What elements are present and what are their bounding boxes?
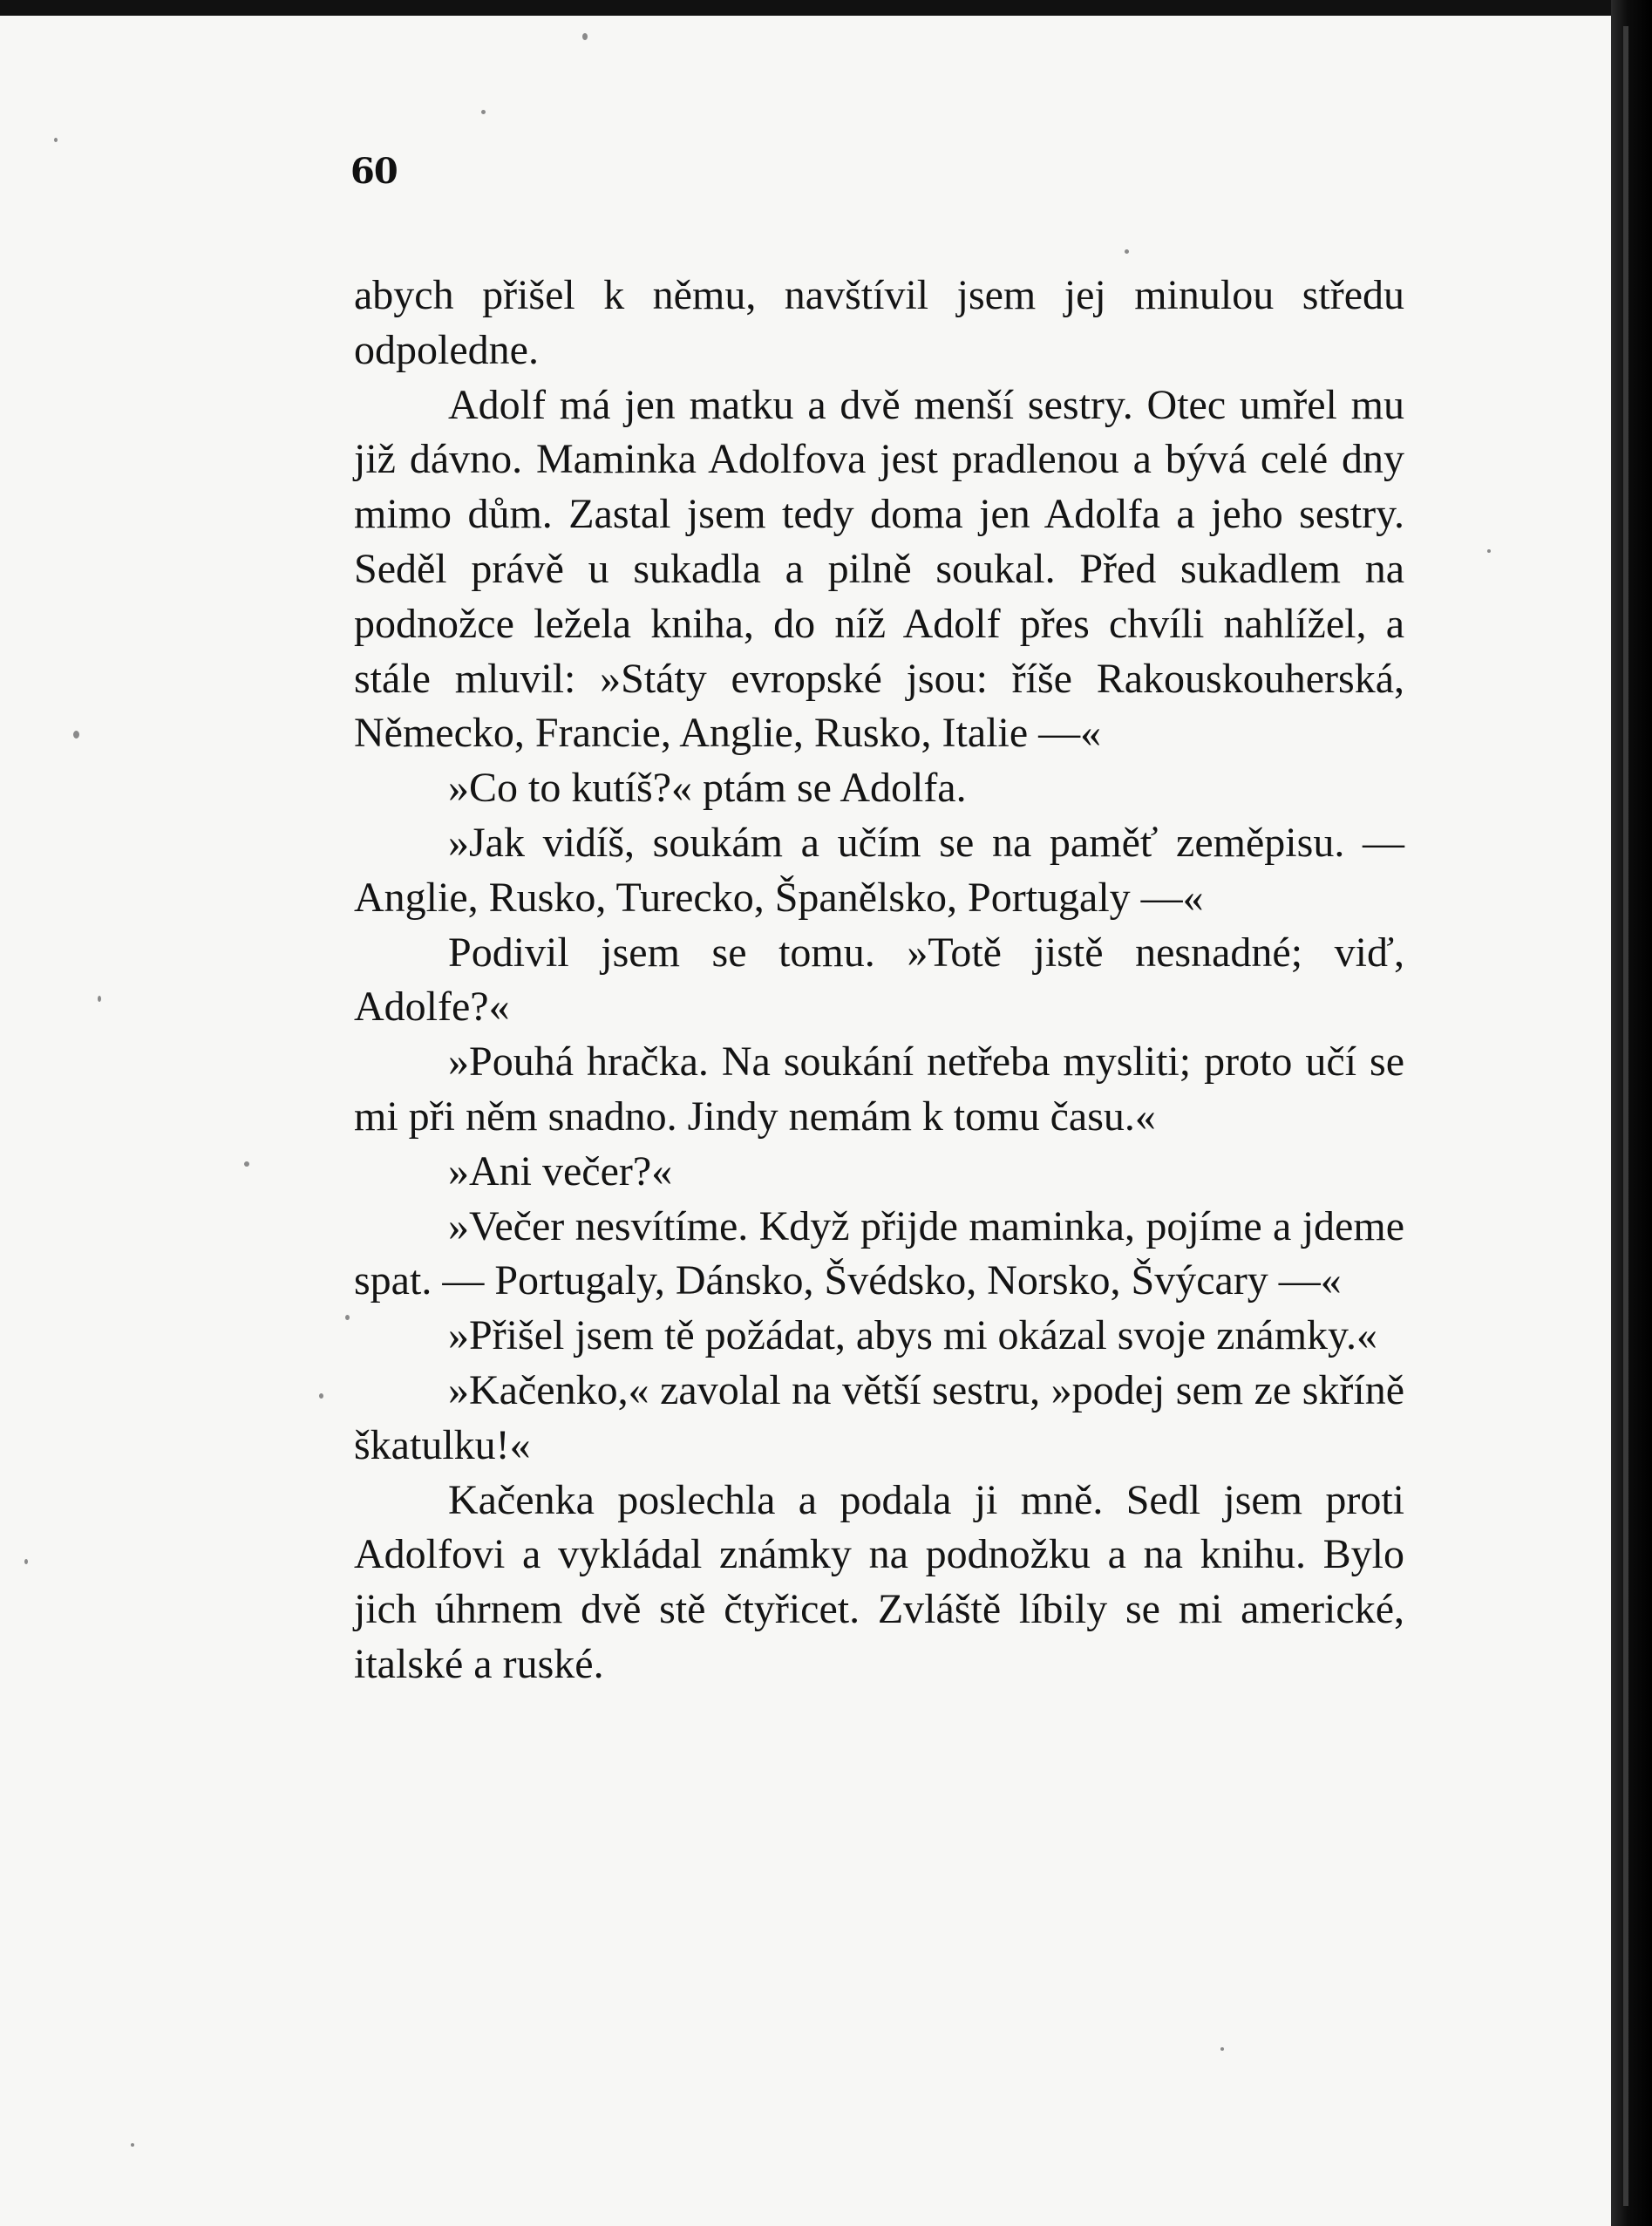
paragraph: Kačenka poslechla a podala ji mně. Sedl jsem proti Adolfovi a vykládal známky na podnožku a na knihu. Bylo jich úhrnem dvě stě čtyřicet. Zvláště líbily se mi americké, italské a ruské. bbox=[354, 1476, 1404, 1687]
book-spine-shadow bbox=[1611, 0, 1652, 2226]
paper-speck bbox=[1487, 549, 1491, 553]
paper-speck bbox=[54, 138, 58, 142]
paper-speck bbox=[131, 2143, 134, 2147]
paper-speck bbox=[582, 33, 588, 40]
paragraph: Podivil jsem se tomu. »Totě jistě nesnadné; viď, Adolfe?« bbox=[354, 929, 1404, 1031]
book-page bbox=[0, 16, 1611, 2226]
paper-speck bbox=[244, 1161, 249, 1167]
paper-speck bbox=[73, 731, 79, 739]
book-spine-edge bbox=[1623, 26, 1628, 2206]
paragraph: »Přišel jsem tě požádat, abys mi okázal svoje známky.« bbox=[448, 1312, 1377, 1359]
page-number: 60 bbox=[350, 151, 398, 192]
paragraph: »Večer nesvítíme. Když přijde maminka, pojíme a jdeme spat. — Portugaly, Dánsko, Švédsko, Norsko, Švýcary —« bbox=[354, 1202, 1404, 1304]
paper-speck bbox=[1125, 249, 1129, 254]
paper-speck bbox=[319, 1393, 323, 1399]
body-text bbox=[354, 269, 1404, 1692]
paragraph: »Co to kutíš?« ptám se Adolfa. bbox=[448, 765, 967, 812]
paragraph: »Jak vidíš, soukám a učím se na paměť zeměpisu. — Anglie, Rusko, Turecko, Španělsko, Portugaly —« bbox=[354, 819, 1404, 921]
paragraph: »Ani večer?« bbox=[448, 1147, 673, 1195]
paragraph: »Pouhá hračka. Na soukání netřeba mysliti; proto učí se mi při něm snadno. Jindy nemám k tomu času.« bbox=[354, 1038, 1404, 1140]
paragraph: Adolf má jen matku a dvě menší sestry. Otec umřel mu již dávno. Maminka Adolfova jest pradlenou a bývá celé dny mimo dům. Zastal jsem tedy doma jen Adolfa a jeho sestry. Seděl právě u sukadla a pilně soukal. Před sukadlem na podnožce ležela kniha, do níž Adolf přes chvíli nahlížel, a stále mluvil: »Státy evropské jsou: říše Rakouskouherská, Německo, Francie, Anglie, Rusko, Italie —« bbox=[354, 381, 1404, 757]
paper-speck bbox=[24, 1559, 28, 1564]
paper-speck bbox=[481, 110, 486, 114]
paragraph: »Kačenko,« zavolal na větší sestru, »podej sem ze skříně škatulku!« bbox=[354, 1366, 1404, 1468]
paragraph: abych přišel k němu, navštívil jsem jej minulou středu odpoledne. bbox=[354, 272, 1404, 373]
paper-speck bbox=[98, 996, 101, 1002]
paper-speck bbox=[1220, 2047, 1224, 2051]
paper-speck bbox=[345, 1315, 350, 1320]
